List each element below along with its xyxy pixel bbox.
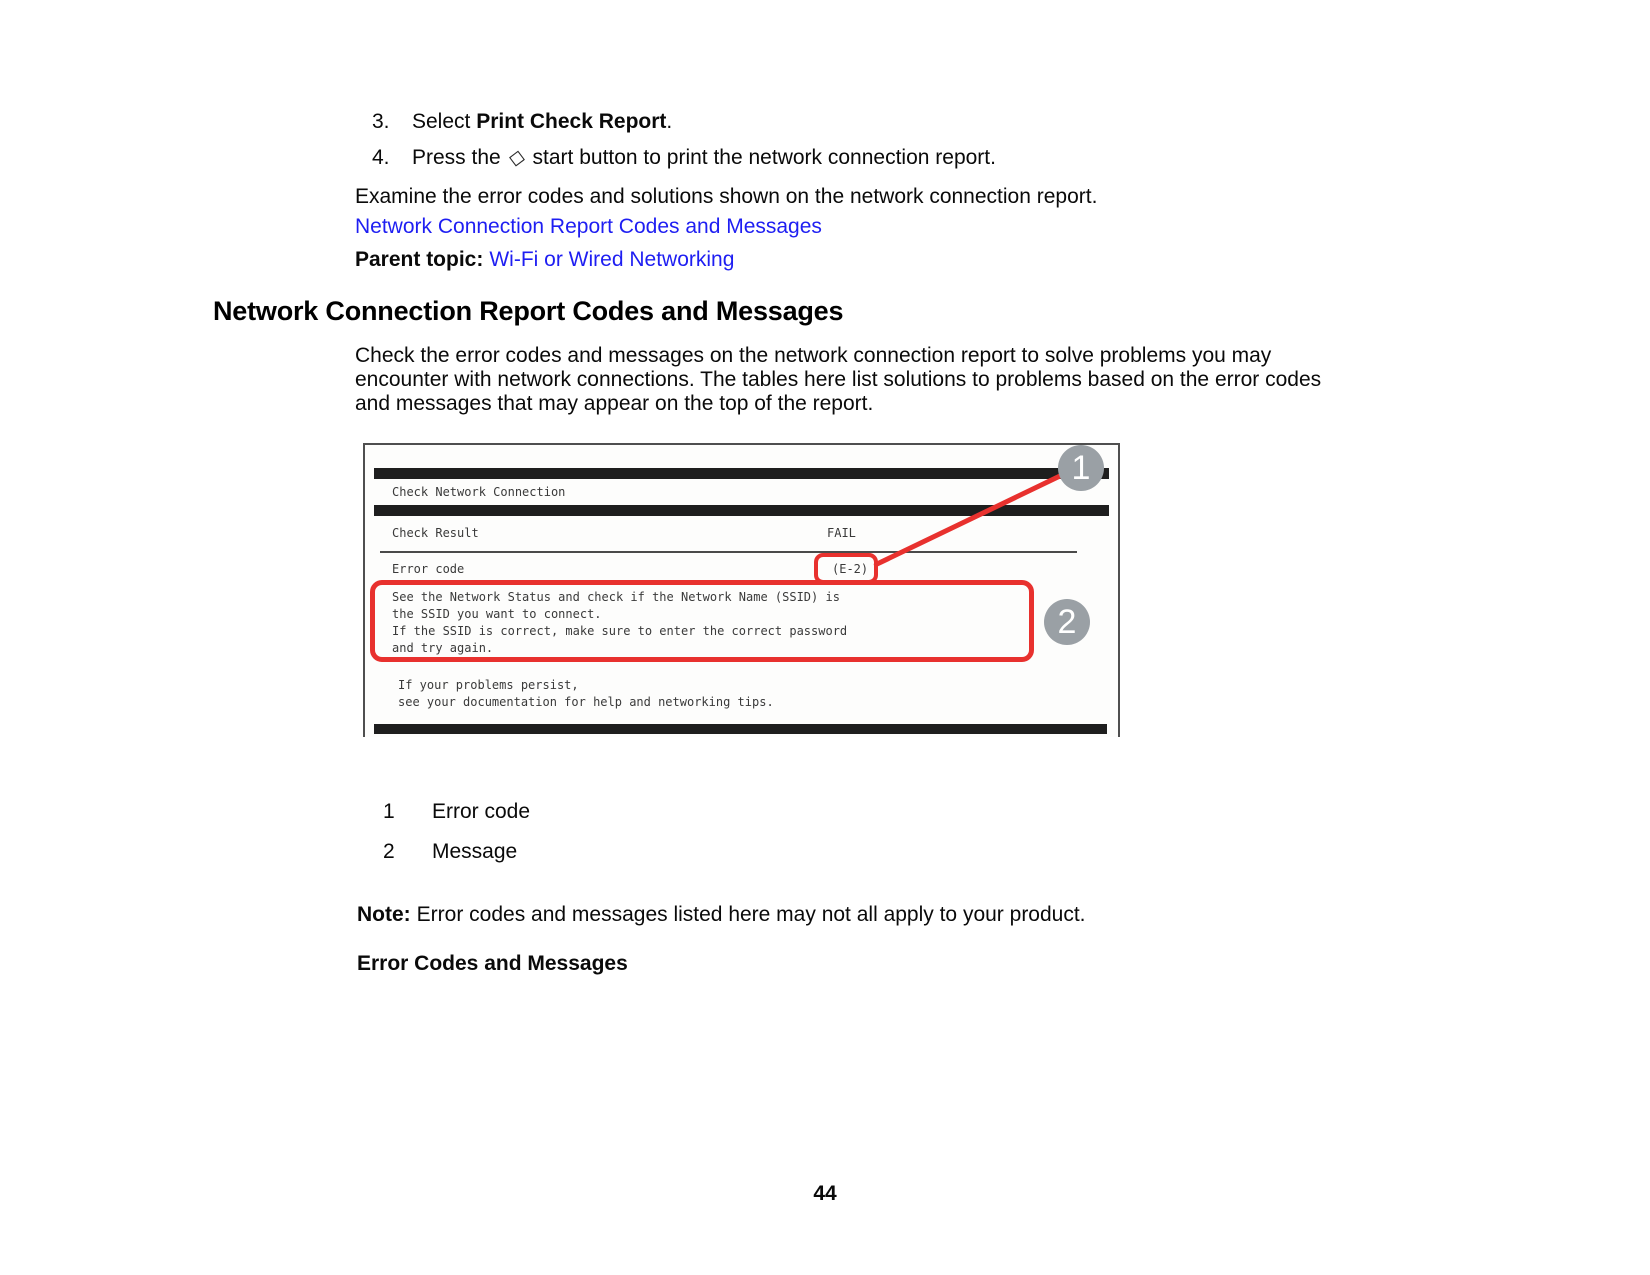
start-button-icon: ◇ — [507, 144, 527, 171]
legend-1-label: Error code — [432, 800, 531, 823]
callout-1-line — [873, 472, 1064, 568]
section-heading: Network Connection Report Codes and Messages — [213, 296, 844, 326]
legend-1-num: 1 — [383, 800, 395, 823]
note-text: Error codes and messages listed here may not all apply to your product. — [416, 903, 1086, 926]
parent-topic-row — [355, 248, 734, 272]
check-result-label: Check Result — [392, 526, 479, 540]
parent-topic-label: Parent topic: — [355, 248, 484, 271]
check-result-value: FAIL — [827, 526, 856, 540]
message-highlight-box — [370, 580, 1034, 662]
step-3-item — [412, 110, 672, 134]
examine-text: Examine the error codes and solutions shown on the network connection report. — [355, 185, 1098, 208]
note-row — [357, 903, 1086, 927]
note-label: Note: — [357, 903, 411, 926]
figure-footer-line-2: see your documentation for help and networking tips. — [398, 695, 774, 709]
callout-2-number: 2 — [1057, 603, 1077, 641]
parent-topic-link[interactable]: Wi-Fi or Wired Networking — [489, 248, 735, 271]
figure-bottom-bar — [374, 724, 1107, 734]
figure-top-bar — [374, 468, 1109, 479]
legend-2-num: 2 — [383, 840, 395, 863]
step-4-post: start button to print the network connection report. — [526, 146, 996, 169]
print-check-report-label: Print Check Report — [476, 110, 667, 133]
message-line-4: and try again. — [392, 641, 494, 655]
error-code-label: Error code — [392, 562, 465, 576]
callout-1-badge — [1058, 445, 1104, 491]
step-3-pre: Select — [412, 110, 477, 133]
page-number: 44 — [813, 1182, 837, 1205]
step-3-post: . — [666, 110, 673, 133]
step-4-number: 4. — [372, 146, 390, 169]
legend-2-label: Message — [432, 840, 518, 863]
report-codes-link[interactable]: Network Connection Report Codes and Messages — [355, 215, 822, 238]
intro-line-1: Check the error codes and messages on the network connection report to solve problems you may — [355, 344, 1272, 367]
report-figure — [363, 443, 1120, 737]
figure-footer-line-1: If your problems persist, — [398, 678, 579, 692]
message-line-3: If the SSID is correct, make sure to enter the correct password — [392, 624, 848, 638]
message-line-1: See the Network Status and check if the Network Name (SSID) is — [392, 590, 840, 604]
result-underline — [380, 551, 1077, 553]
step-4-item — [412, 146, 996, 170]
step-3-number: 3. — [372, 110, 390, 133]
intro-line-3: and messages that may appear on the top of the report. — [355, 392, 874, 415]
figure-title: Check Network Connection — [392, 485, 566, 499]
intro-line-2: encounter with network connections. The tables here list solutions to problems based on the error codes — [355, 368, 1322, 391]
message-line-2: the SSID you want to connect. — [392, 607, 602, 621]
error-code-value: (E-2) — [832, 562, 869, 576]
callout-1-number: 1 — [1071, 449, 1091, 487]
step-4-pre: Press the — [412, 146, 507, 169]
callout-2-badge — [1044, 599, 1090, 645]
error-codes-subheading: Error Codes and Messages — [357, 952, 628, 975]
